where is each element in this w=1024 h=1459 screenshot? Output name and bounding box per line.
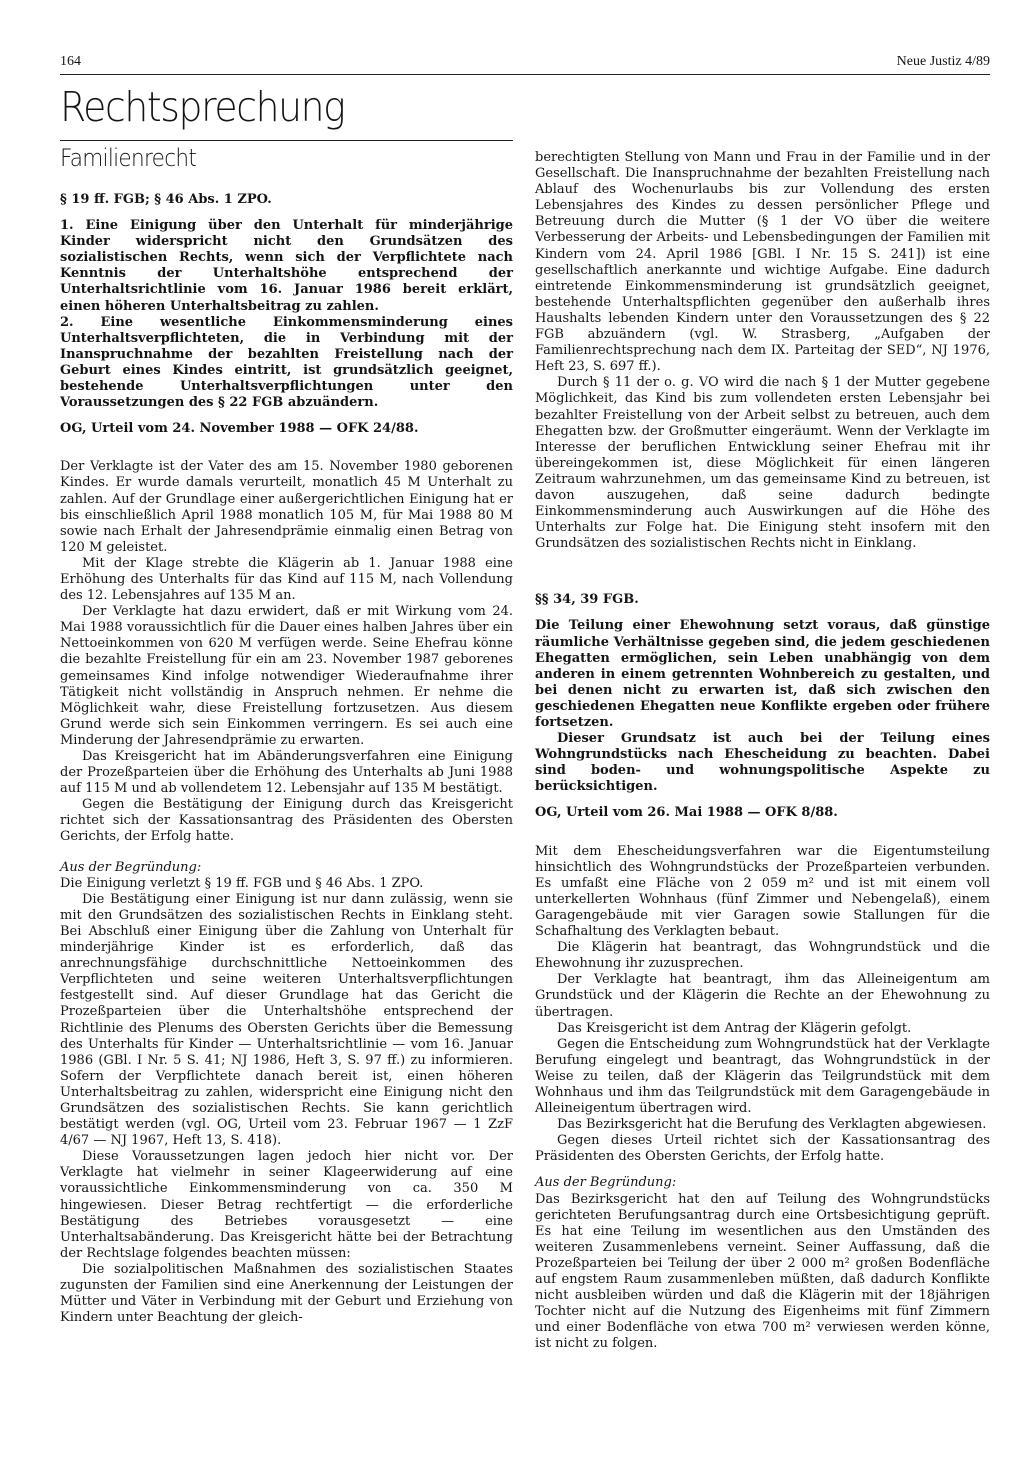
left-column	[60, 192, 513, 1326]
case1-reasons-paragraph: Die Bestätigung einer Einigung ist nur dann zulässig, wenn sie mit den Grundsätzen des sozialistischen Rechts in Einklang steht. Bei Abschluß einer Einigung über die Zahlung von Unterhalt für minderjährige Kinder ist es erforderlich, daß das anrechnungsfähige durchschnittliche Nettoeinkommen des Verpflichteten und seine weiteren Unterhaltsverpflichtungen festgestellt sind. Auf dieser Grundlage hat das Gericht die Prozeßparteien über die Unterhaltshöhe entsprechend der Richtlinie des Plenums des Obersten Gerichts über die Bemessung des Unterhalts für Kinder — Unterhaltsrichtlinie — vom 16. Januar 1986 (GBl. I Nr. 5 S. 41; NJ 1986, Heft 3, S. 97 ff.) zu informieren. Sofern der Verpflichtete danach bereit ist, einen höheren Unterhaltsbeitrag zu zahlen, widerspricht eine Einigung nicht den Grundsätzen des sozialistischen Rechts. Sie kann gerichtlich bestätigt werden (vgl. OG, Urteil vom 23. Februar 1967 — 1 ZzF 4/67 — NJ 1967, Heft 13, S. 418).	[60, 891, 513, 1149]
case2-reasons-heading: Aus der Begründung:	[535, 1175, 677, 1191]
case2-headnote-2: Dieser Grundsatz ist auch bei der Teilung eines Wohngrundstücks nach Ehescheidung zu beachten. Dabei sind boden- und wohnungspolitische Aspekte zu berücksichtigen.	[535, 731, 990, 795]
case1-fact-paragraph: Der Verklagte hat dazu erwidert, daß er mit Wirkung vom 24. Mai 1988 voraussichtlich für die Dauer eines halben Jahres über ein Nettoeinkommen von 620 M verfügen werde. Seine Ehefrau könne die bezahlte Freistellung für ein am 23. November 1987 geborenes gemeinsames Kind infolge notwendiger Wiederaufnahme ihrer Tätigkeit nicht vollständig in Anspruch nehmen. Er nehme die Möglichkeit wahr, diese Freistellung fortzusetzen. Aus diesem Grund werde sich sein Einkommen verringern. Es sei auch eine Minderung der Jahresendprämie zu erwarten.	[60, 604, 513, 748]
case2-fact-paragraph: Gegen dieses Urteil richtet sich der Kassationsantrag des Präsidenten des Obersten Gerichts, der Erfolg hatte.	[535, 1133, 990, 1165]
case1-reasons-heading: Aus der Begründung:	[60, 859, 202, 875]
case1-reasons-paragraph: Die sozialpolitischen Maßnahmen des sozialistischen Staates zugunsten der Familien sind eine Anerkennung der Leistungen der Mütter und Väter in Verbindung mit der Geburt und Erziehung von Kindern unter Beachtung der gleich-	[60, 1261, 513, 1326]
case1-headnote-1: 1. Eine Einigung über den Unterhalt für minderjährige Kinder widerspricht nicht den Grundsätzen des sozialistischen Rechts, wenn sich der Verpflichtete nach Kenntnis der Unterhaltshöhe entsprechend der Unterhaltsrichtlinie vom 16. Januar 1986 bereit erklärt, einen höheren Unterhaltsbeitrag zu zahlen.	[60, 218, 513, 314]
case1-statutes: § 19 ff. FGB; § 46 Abs. 1 ZPO.	[60, 192, 272, 207]
case2-headnote-1: Die Teilung einer Ehewohnung setzt voraus, daß günstige räumliche Verhältnisse gegeben sind, die jedem geschiedenen Ehegatten ermöglichen, sein Leben unabhängig von dem anderen in einem getrennten Wohnbereich zu gestalten, und bei denen nicht zu erwarten ist, daß sich zwischen den geschiedenen Ehegatten neue Konflikte ergeben oder frühere fortsetzen.	[535, 618, 990, 730]
subsection-title: Familienrecht	[60, 144, 197, 172]
case1-fact-paragraph: Der Verklagte ist der Vater des am 15. November 1980 geborenen Kindes. Er wurde damals verurteilt, monatlich 45 M Unterhalt zu zahlen. Auf der Grundlage einer außergerichtlichen Einigung hat er bis einschließlich April 1988 monatlich 105 M, für Mai 1988 80 M sowie nach Erhalt der Jahresendprämie einmalig einen Betrag von 120 M geleistet.	[60, 459, 513, 555]
case1-fact-paragraph: Mit der Klage strebte die Klägerin ab 1. Januar 1988 eine Erhöhung des Unterhalts für das Kind auf 115 M, nach Vollendung des 12. Lebensjahres auf 135 M an.	[60, 555, 513, 604]
case2-fact-paragraph: Der Verklagte hat beantragt, ihm das Alleineigentum am Grundstück und der Klägerin die Rechte an der Ehewohnung zu übertragen.	[535, 972, 990, 1020]
case1-citation: OG, Urteil vom 24. November 1988 — OFK 24/88.	[60, 421, 419, 437]
journal-issue: Neue Justiz 4/89	[896, 54, 990, 69]
page-header	[60, 52, 990, 75]
case2-fact-paragraph: Die Klägerin hat beantragt, das Wohngrundstück und die Ehewohnung ihr zuzusprechen.	[535, 940, 990, 972]
case2-citation: OG, Urteil vom 26. Mai 1988 — OFK 8/88.	[535, 805, 838, 821]
case2-statutes: §§ 34, 39 FGB.	[535, 592, 639, 608]
case2-fact-paragraph: Mit dem Ehescheidungsverfahren war die Eigentumsteilung hinsichtlich des Wohngrundstücks der Prozeßparteien verbunden. Es umfaßt eine Fläche von 2 059 m² und ist mit einem voll unterkellerten Wohnhaus (fünf Zimmer und Nebengelaß), einem Garagengebäude mit vier Garagen sowie Stallungen für die Schafhaltung des Verklagten bebaut.	[535, 843, 990, 940]
case1-fact-paragraph: Gegen die Bestätigung der Einigung durch das Kreisgericht richtet sich der Kassationsantrag des Präsidenten des Obersten Gerichts, der Erfolg hatte.	[60, 797, 513, 845]
case2-fact-paragraph: Das Bezirksgericht hat die Berufung des Verklagten abgewiesen.	[557, 1117, 987, 1133]
case1-continuation-paragraph: berechtigten Stellung von Mann und Frau in der Familie und in der Gesellschaft. Die Inanspruchnahme der bezahlten Freistellung nach Ablauf des Wochenurlaubs bis zur Vollendung des ersten Lebensjahres des Kindes zu dessen persönlicher Pflege und Betreuung durch die Mutter (§ 1 der VO über die weitere Verbesserung der Arbeits- und Lebensbedingungen der Familien mit Kindern vom 24. April 1986 [GBl. I Nr. 15 S. 241]) ist eine gesellschaftlich anerkannte und wichtige Aufgabe. Eine dadurch eintretende Einkommensminderung ist grundsätzlich geeignet, bestehende Unterhaltspflichten gegenüber den außerhalb ihres Haushalts lebenden Kindern unter den Voraussetzungen des § 22 FGB abzuändern (vgl. W. Strasberg, „Aufgaben der Familienrechtsprechung nach dem IX. Parteitag der SED“, NJ 1976, Heft 23, S. 697 ff.).	[535, 150, 990, 375]
case1-continuation-paragraph: Durch § 11 der o. g. VO wird die nach § 1 der Mutter gegebene Möglichkeit, das Kind bis zum vollendeten ersten Lebensjahr bei bezahlter Freistellung von der Arbeit selbst zu betreuen, auch dem Ehegatten bzw. der Großmutter eingeräumt. Wenn der Verklagte im Interesse der beruflichen Entwicklung seiner Ehefrau mit ihr übereingekommen ist, diese Möglichkeit für einen längeren Zeitraum wahrzunehmen, um das gemeinsame Kind zu betreuen, ist davon auszugehen, daß seine dadurch bedingte Einkommensminderung auch Auswirkungen auf die Höhe des Unterhalts zur Folge hat. Die Einigung steht insofern mit den Grundsätzen des sozialistischen Rechts nicht in Einklang.	[535, 375, 990, 552]
case1-reasons-paragraph: Diese Voraussetzungen lagen jedoch hier nicht vor. Der Verklagte hat vielmehr in seiner Klageerwiderung auf eine voraussichtliche Einkommensminderung von ca. 350 M hingewiesen. Dieser Betrag rechtfertigt — die erforderliche Bestätigung des Betriebes vorausgesetzt — eine Unterhaltsabänderung. Das Kreisgericht hätte bei der Betrachtung der Rechtslage folgendes beachten müssen:	[60, 1149, 513, 1261]
section-title: Rechtsprechung	[60, 83, 345, 131]
case2-fact-paragraph: Das Kreisgericht ist dem Antrag der Klägerin gefolgt.	[557, 1020, 912, 1036]
case2-fact-paragraph: Gegen die Entscheidung zum Wohngrundstück hat der Verklagte Berufung eingelegt und beantragt, das Wohngrundstück in der Weise zu teilen, daß der Klägerin das Teilgrundstück mit dem Wohnhaus und ihm das Teilgrundstück mit dem Garagengebäude in Alleineigentum übertragen wird.	[535, 1036, 990, 1117]
page-number: 164	[60, 54, 81, 69]
case2-reasons-paragraph: Das Bezirksgericht hat den auf Teilung des Wohngrundstücks gerichteten Berufungsantrag durch eine Ortsbesichtigung geprüft. Es hat eine Teilung im wesentlichen aus den Umständen des weiteren Zusammenlebens verneint. Seiner Auffassung, daß die Prozeßparteien bei Teilung der über 2 000 m² großen Bodenfläche auf engstem Raum zusammenleben müßten, daß dadurch Konflikte nicht ausbleiben würden und daß die Klägerin mit der 18jährigen Tochter nicht auf die Nutzung des Eigenheims mit fünf Zimmern und einer Bodenfläche von etwa 700 m² verwiesen werden könne, ist nicht zu folgen.	[535, 1191, 990, 1352]
case1-reasons-paragraph: Die Einigung verletzt § 19 ff. FGB und § 46 Abs. 1 ZPO.	[60, 875, 424, 891]
case1-fact-paragraph: Das Kreisgericht hat im Abänderungsverfahren eine Einigung der Prozeßparteien über die Erhöhung des Unterhalts ab Juni 1988 auf 115 M und ab vollendetem 12. Lebensjahr auf 135 M bestätigt.	[60, 749, 513, 797]
case1-headnote-2: 2. Eine wesentliche Einkommensminderung eines Unterhaltsverpflichteten, die in Verbindung mit der Inanspruchnahme der bezahlten Freistellung nach der Geburt eines Kindes eintritt, ist grundsätzlich geeignet, bestehende Unterhaltsverpflichtungen unter den Voraussetzungen des § 22 FGB abzuändern.	[60, 314, 513, 411]
right-column	[535, 150, 990, 1352]
